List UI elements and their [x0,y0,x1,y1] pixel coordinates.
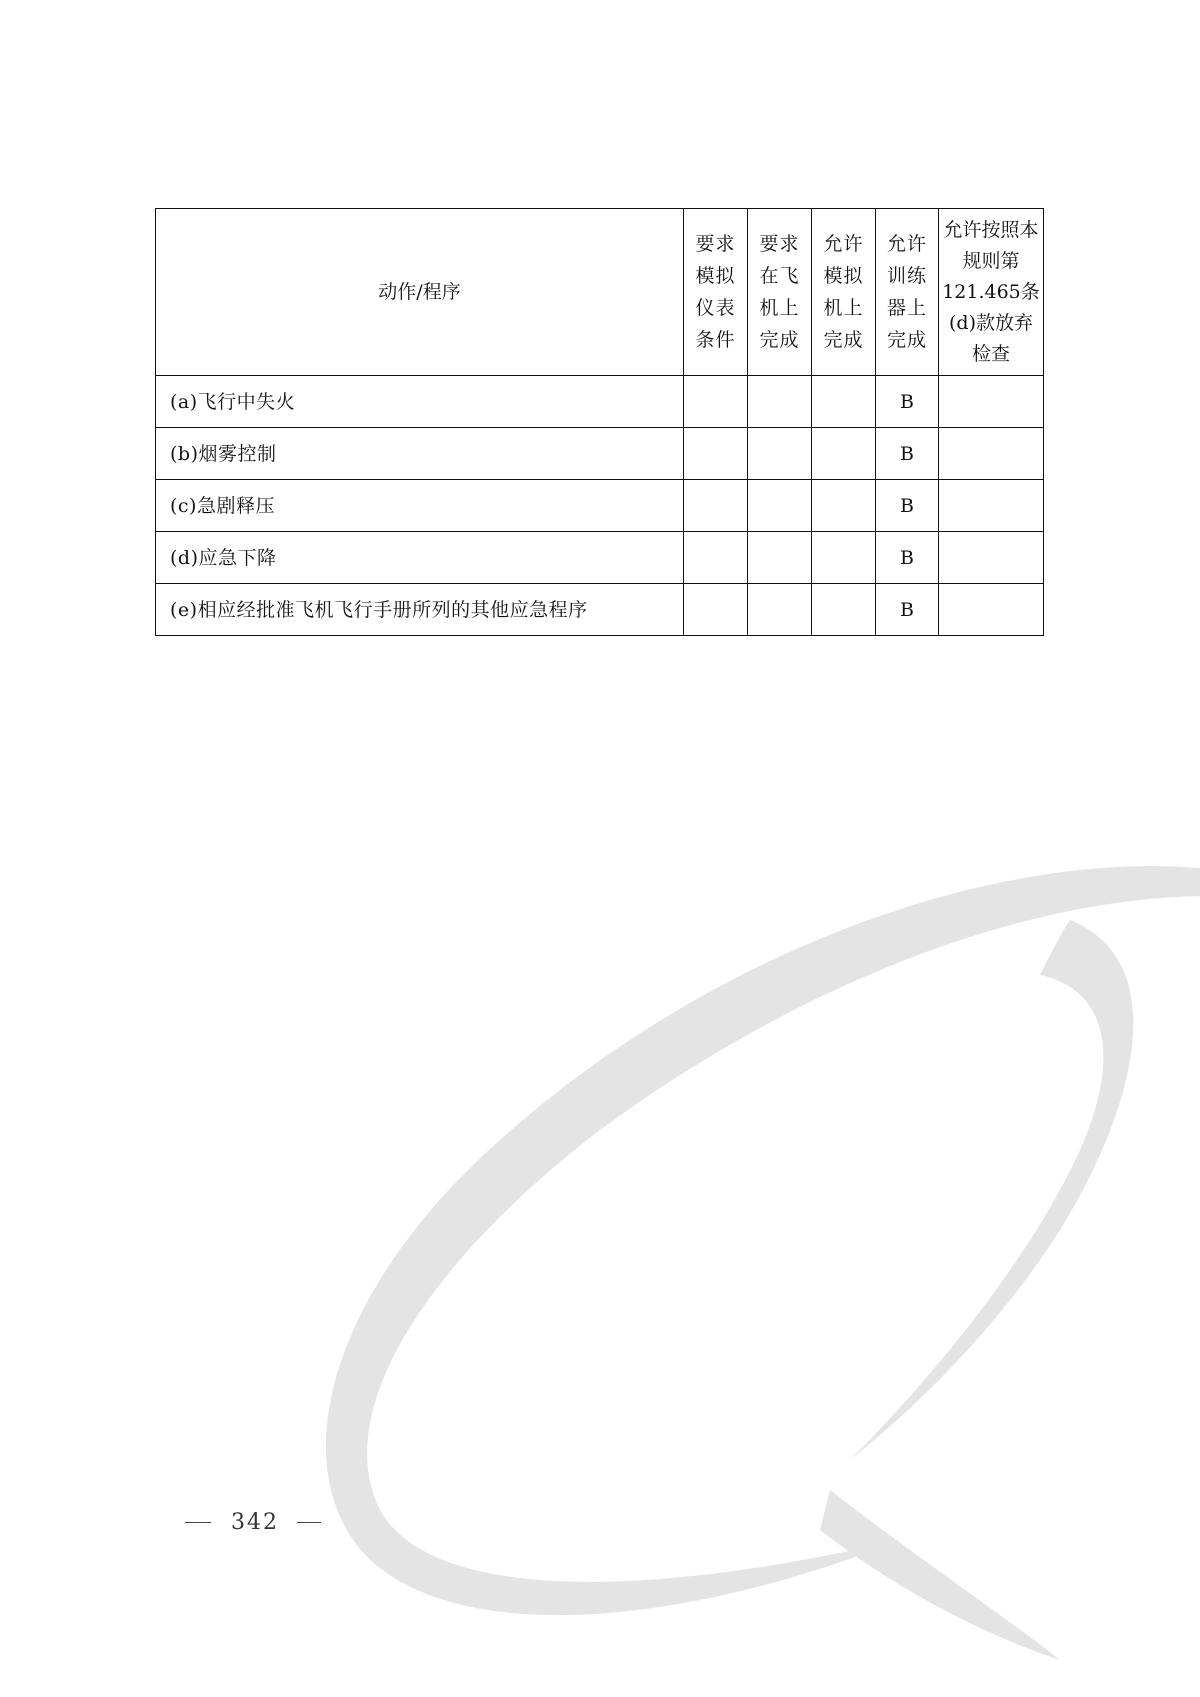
cell-waiver [939,584,1044,636]
cell-sim-instrument [684,532,748,584]
page-number: 342 [231,1510,279,1535]
cell-trainer: B [876,428,939,480]
header-waiver: 允许按照本规则第121.465条(d)款放弃检查 [939,209,1044,376]
table-row [156,428,1044,480]
cell-on-aircraft [748,480,812,532]
cell-sim-instrument [684,428,748,480]
page-footer [185,1510,335,1535]
row-action: (b)烟雾控制 [156,428,684,480]
cell-sim-instrument [684,480,748,532]
cell-trainer: B [876,480,939,532]
cell-on-aircraft [748,428,812,480]
cell-waiver [939,532,1044,584]
cell-simulator [812,480,876,532]
header-sim-instrument: 要求模拟仪表条件 [684,209,748,376]
cell-trainer: B [876,376,939,428]
cell-on-aircraft [748,584,812,636]
header-simulator-allowed: 允许模拟机上完成 [812,209,876,376]
cell-sim-instrument [684,376,748,428]
cell-waiver [939,428,1044,480]
cell-on-aircraft [748,376,812,428]
cell-simulator [812,532,876,584]
procedure-table [155,208,1044,636]
right-dash [297,1522,321,1523]
row-action: (e)相应经批准飞机飞行手册所列的其他应急程序 [156,584,684,636]
table-row [156,532,1044,584]
table-row [156,376,1044,428]
cell-sim-instrument [684,584,748,636]
row-action: (a)飞行中失火 [156,376,684,428]
cell-simulator [812,428,876,480]
cell-on-aircraft [748,532,812,584]
row-action: (c)急剧释压 [156,480,684,532]
header-on-aircraft: 要求在飞机上完成 [748,209,812,376]
header-trainer-allowed: 允许训练器上完成 [876,209,939,376]
cell-simulator [812,584,876,636]
cell-trainer: B [876,584,939,636]
cell-simulator [812,376,876,428]
cell-trainer: B [876,532,939,584]
left-dash [185,1522,211,1523]
row-action: (d)应急下降 [156,532,684,584]
table-row [156,480,1044,532]
cell-waiver [939,376,1044,428]
cell-waiver [939,480,1044,532]
header-action: 动作/程序 [156,209,684,376]
table-row [156,584,1044,636]
table-header-row [156,209,1044,376]
